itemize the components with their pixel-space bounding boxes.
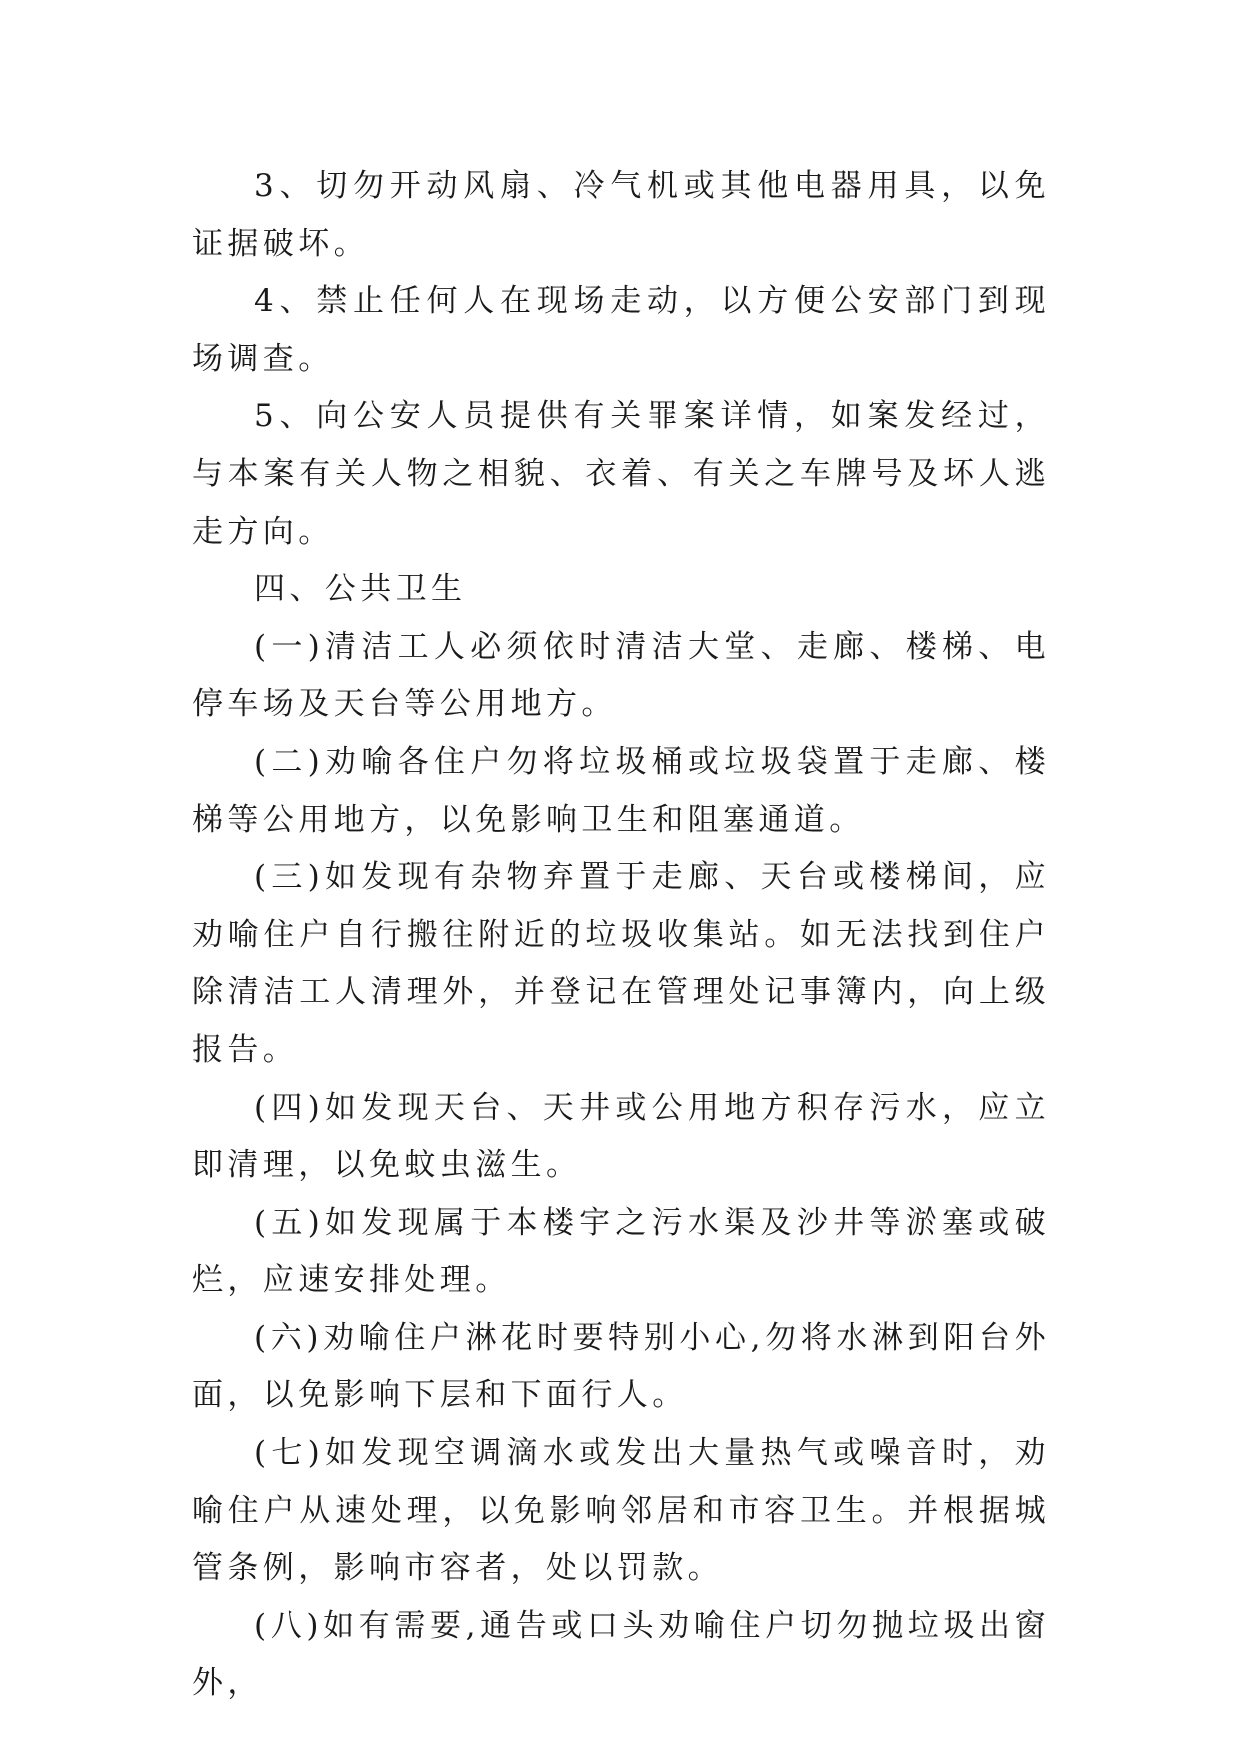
section-heading-public-hygiene: 四、公共卫生: [254, 571, 467, 608]
paragraph-item-3: 3、切勿开动风扇、冷气机或其他电器用具，以免证据破坏。: [192, 168, 1050, 262]
paragraph-clause-7: (七)如发现空调滴水或发出大量热气或噪音时，劝喻住户从速处理，以免影响邻居和市容卫生。并根据城管条例，影响市容者，处以罚款。: [192, 1435, 1050, 1587]
paragraph-clause-1: (一)清洁工人必须依时清洁大堂、走廊、楼梯、电停车场及天台等公用地方。: [192, 628, 1050, 723]
paragraph-clause-6: (六)劝喻住户淋花时要特别小心,勿将水淋到阳台外面，以免影响下层和下面行人。: [192, 1319, 1050, 1414]
paragraph-clause-2: (二)劝喻各住户勿将垃圾桶或垃圾袋置于走廊、楼梯等公用地方，以免影响卫生和阻塞通道。: [192, 743, 1050, 838]
paragraph-clause-5: (五)如发现属于本楼宇之污水渠及沙井等淤塞或破烂，应速安排处理。: [192, 1204, 1050, 1299]
paragraph-item-4: 4、禁止任何人在现场走动，以方便公安部门到现场调查。: [192, 283, 1050, 377]
paragraph-clause-3: (三)如发现有杂物弃置于走廊、天台或楼梯间，应劝喻住户自行搬往附近的垃圾收集站。如无法找到住户除清洁工人清理外，并登记在管理处记事簿内，向上级报告。: [192, 859, 1050, 1068]
paragraph-clause-8: (八)如有需要,通告或口头劝喻住户切勿抛垃圾出窗外，: [192, 1607, 1050, 1702]
document-body: [192, 158, 1050, 1713]
paragraph-item-5: 5、向公安人员提供有关罪案详情，如案发经过，与本案有关人物之相貌、衣着、有关之车牌号及坏人逃走方向。: [192, 398, 1050, 550]
paragraph-clause-4: (四)如发现天台、天井或公用地方积存污水，应立即清理，以免蚊虫滋生。: [192, 1089, 1050, 1184]
